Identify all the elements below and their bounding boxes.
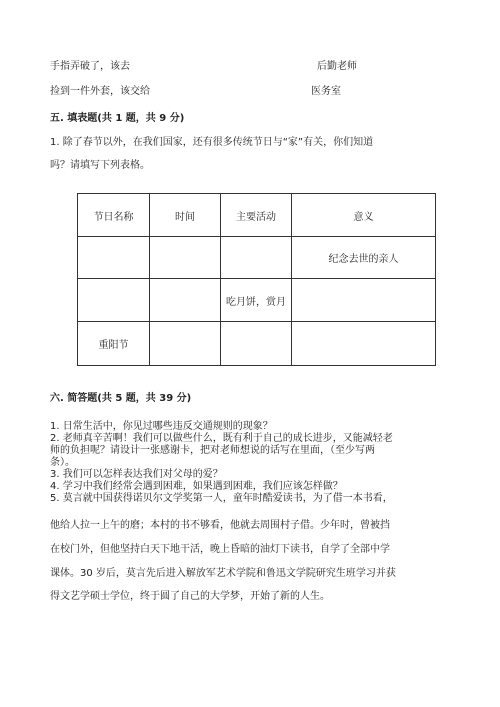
matching-right-1: 后勤老师 [317,61,357,72]
paragraph-line: 课体。30 岁后，莫言先后进入解放军艺术学院和鲁迅文学院研究生班学习并获 [50,568,396,579]
question-line: 4. 学习中我们经常会遇到困难，如果遇到困难，我们应该怎样做？ [50,481,343,492]
paragraph-line: 得文艺学硕士学位，终于圆了自己的大学梦，开始了新的人生。 [50,591,330,602]
table-row [78,237,436,279]
header-meaning: 意义 [292,194,436,237]
section5-title: 五. 填表题(共 1 题，共 9 分) [50,113,185,124]
header-time: 时间 [150,194,221,237]
table-cell[interactable] [292,279,436,322]
table-cell[interactable] [78,237,150,279]
matching-right-2: 医务室 [311,86,341,97]
question-line: 师的负担呢？请设计一张感谢卡，把对老师想说的话写在里面，（至少写两 [50,445,375,456]
table-header-row [78,194,436,237]
table-cell[interactable] [221,237,292,279]
header-main-activity: 主要活动 [221,194,292,237]
festival-table [77,193,436,366]
paragraph-line: 在校门外，但他坚持白天下地干活，晚上昏暗的油灯下读书，自学了全部中学 [50,544,390,555]
table-cell[interactable] [292,322,436,366]
table-cell[interactable] [221,322,292,366]
section5-question-line1: 1. 除了春节以外，在我们国家，还有很多传统节日与“家”有关，你们知道 [50,137,374,148]
table-cell[interactable] [150,279,221,322]
table-cell[interactable] [78,279,150,322]
section6-title: 六. 简答题(共 5 题，共 39 分) [50,393,192,404]
short-answer-questions [50,421,460,505]
matching-left-1: 手指弄破了，该去 [50,61,130,72]
question-line: 1. 日常生活中，你见过哪些违反交通规则的现象？ [50,421,273,432]
question-line: 5. 莫言就中国获得诺贝尔文学奖第一人，童年时酷爱读书，为了借一本书看， [50,493,393,504]
header-festival-name: 节日名称 [78,194,150,237]
table-row [78,279,436,322]
table-row [78,322,436,366]
question-line: 条）。 [50,457,75,468]
table-cell[interactable] [150,322,221,366]
matching-left-2: 捡到一件外套，该交给 [50,86,150,97]
question-line: 2. 老师真辛苦啊！我们可以做些什么，既有利于自己的成长进步，又能减轻老 [50,433,393,444]
question-line: 3. 我们可以怎样表达我们对父母的爱？ [50,469,223,480]
paragraph-line: 他给人拉一上午的磨；本村的书不够看，他就去周围村子借。少年时，曾被挡 [50,520,390,531]
table-cell: 纪念去世的亲人 [292,237,436,279]
table-cell: 吃月饼，赏月 [221,279,292,322]
section5-question-line2: 吗？请填写下列表格。 [50,160,150,171]
table-cell: 重阳节 [78,322,150,366]
table-cell[interactable] [150,237,221,279]
